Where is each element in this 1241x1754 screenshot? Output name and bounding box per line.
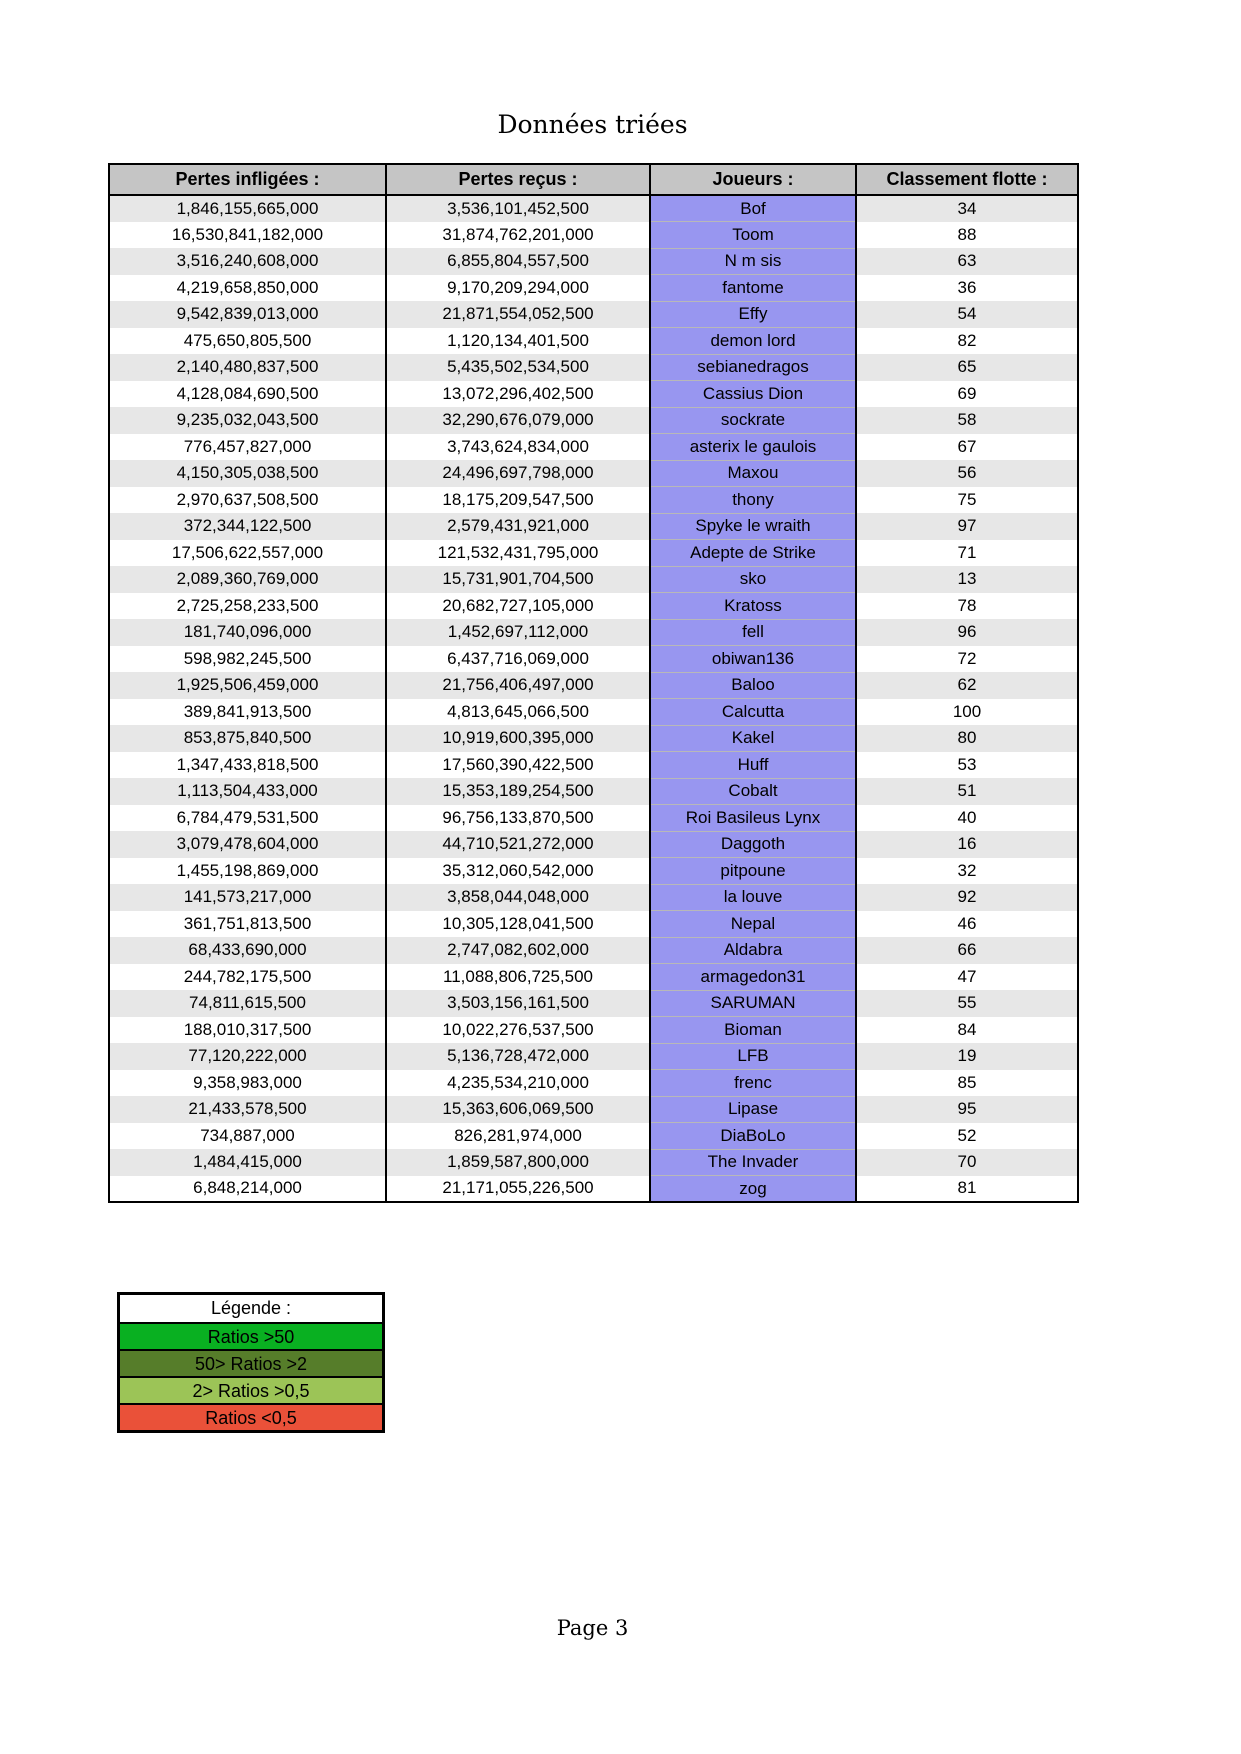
table-row <box>109 1043 1078 1070</box>
cell-classement-flotte: 54 <box>856 301 1078 328</box>
cell-pertes-infligees: 475,650,805,500 <box>109 328 386 355</box>
cell-classement-flotte: 72 <box>856 646 1078 673</box>
cell-pertes-recus: 5,136,728,472,000 <box>386 1043 650 1070</box>
cell-classement-flotte: 80 <box>856 725 1078 752</box>
column-header-classement-flotte: Classement flotte : <box>856 164 1078 195</box>
cell-pertes-infligees: 853,875,840,500 <box>109 725 386 752</box>
cell-joueur: Roi Basileus Lynx <box>650 805 856 832</box>
table-row <box>109 566 1078 593</box>
cell-joueur: Cassius Dion <box>650 381 856 408</box>
page-number: Page 3 <box>556 1616 629 1640</box>
table-row <box>109 672 1078 699</box>
legend-item: Ratios >50 <box>120 1322 382 1349</box>
cell-pertes-infligees: 776,457,827,000 <box>109 434 386 461</box>
cell-pertes-infligees: 1,113,504,433,000 <box>109 778 386 805</box>
cell-joueur: Aldabra <box>650 937 856 964</box>
cell-classement-flotte: 95 <box>856 1096 1078 1123</box>
cell-joueur: sko <box>650 566 856 593</box>
table-row <box>109 593 1078 620</box>
table-row <box>109 1017 1078 1044</box>
table-row <box>109 805 1078 832</box>
cell-classement-flotte: 34 <box>856 195 1078 222</box>
legend-item: 2> Ratios >0,5 <box>120 1376 382 1403</box>
cell-pertes-infligees: 598,982,245,500 <box>109 646 386 673</box>
table-row <box>109 964 1078 991</box>
cell-joueur: frenc <box>650 1070 856 1097</box>
cell-pertes-recus: 96,756,133,870,500 <box>386 805 650 832</box>
cell-pertes-recus: 20,682,727,105,000 <box>386 593 650 620</box>
cell-pertes-infligees: 21,433,578,500 <box>109 1096 386 1123</box>
cell-pertes-infligees: 1,846,155,665,000 <box>109 195 386 222</box>
cell-pertes-recus: 2,579,431,921,000 <box>386 513 650 540</box>
cell-classement-flotte: 66 <box>856 937 1078 964</box>
cell-classement-flotte: 16 <box>856 831 1078 858</box>
column-header-pertes-recus: Pertes reçus : <box>386 164 650 195</box>
cell-joueur: Bioman <box>650 1017 856 1044</box>
cell-pertes-infligees: 3,079,478,604,000 <box>109 831 386 858</box>
table-row <box>109 222 1078 249</box>
table-row <box>109 619 1078 646</box>
cell-classement-flotte: 47 <box>856 964 1078 991</box>
cell-pertes-recus: 18,175,209,547,500 <box>386 487 650 514</box>
cell-joueur: Daggoth <box>650 831 856 858</box>
cell-joueur: thony <box>650 487 856 514</box>
table-row <box>109 1149 1078 1176</box>
cell-joueur: Calcutta <box>650 699 856 726</box>
cell-pertes-infligees: 9,542,839,013,000 <box>109 301 386 328</box>
cell-joueur: Effy <box>650 301 856 328</box>
table-row <box>109 831 1078 858</box>
cell-pertes-recus: 121,532,431,795,000 <box>386 540 650 567</box>
cell-pertes-recus: 44,710,521,272,000 <box>386 831 650 858</box>
cell-pertes-recus: 1,859,587,800,000 <box>386 1149 650 1176</box>
cell-pertes-recus: 35,312,060,542,000 <box>386 858 650 885</box>
cell-joueur: fantome <box>650 275 856 302</box>
cell-pertes-infligees: 1,455,198,869,000 <box>109 858 386 885</box>
table-row <box>109 884 1078 911</box>
cell-pertes-infligees: 6,848,214,000 <box>109 1176 386 1203</box>
cell-classement-flotte: 84 <box>856 1017 1078 1044</box>
legend-title: Légende : <box>120 1295 382 1322</box>
column-header-joueurs: Joueurs : <box>650 164 856 195</box>
cell-joueur: Lipase <box>650 1096 856 1123</box>
table-row <box>109 487 1078 514</box>
cell-pertes-infligees: 389,841,913,500 <box>109 699 386 726</box>
cell-pertes-recus: 6,437,716,069,000 <box>386 646 650 673</box>
table-row <box>109 460 1078 487</box>
cell-classement-flotte: 71 <box>856 540 1078 567</box>
cell-pertes-infligees: 2,140,480,837,500 <box>109 354 386 381</box>
table-row <box>109 778 1078 805</box>
table-row <box>109 434 1078 461</box>
cell-joueur: Baloo <box>650 672 856 699</box>
cell-classement-flotte: 67 <box>856 434 1078 461</box>
table-row <box>109 407 1078 434</box>
cell-pertes-infligees: 4,128,084,690,500 <box>109 381 386 408</box>
cell-pertes-infligees: 3,516,240,608,000 <box>109 248 386 275</box>
cell-joueur: Maxou <box>650 460 856 487</box>
cell-classement-flotte: 58 <box>856 407 1078 434</box>
cell-pertes-recus: 10,022,276,537,500 <box>386 1017 650 1044</box>
cell-classement-flotte: 75 <box>856 487 1078 514</box>
cell-pertes-infligees: 16,530,841,182,000 <box>109 222 386 249</box>
cell-classement-flotte: 92 <box>856 884 1078 911</box>
cell-joueur: Adepte de Strike <box>650 540 856 567</box>
cell-classement-flotte: 51 <box>856 778 1078 805</box>
table-row <box>109 646 1078 673</box>
cell-pertes-recus: 10,919,600,395,000 <box>386 725 650 752</box>
cell-pertes-infligees: 188,010,317,500 <box>109 1017 386 1044</box>
cell-pertes-infligees: 734,887,000 <box>109 1123 386 1150</box>
cell-pertes-infligees: 361,751,813,500 <box>109 911 386 938</box>
cell-joueur: Cobalt <box>650 778 856 805</box>
table-row <box>109 1070 1078 1097</box>
cell-pertes-infligees: 17,506,622,557,000 <box>109 540 386 567</box>
cell-pertes-recus: 4,235,534,210,000 <box>386 1070 650 1097</box>
cell-pertes-infligees: 9,235,032,043,500 <box>109 407 386 434</box>
table-row <box>109 1176 1078 1203</box>
cell-joueur: obiwan136 <box>650 646 856 673</box>
cell-classement-flotte: 78 <box>856 593 1078 620</box>
cell-classement-flotte: 63 <box>856 248 1078 275</box>
cell-pertes-recus: 15,353,189,254,500 <box>386 778 650 805</box>
cell-joueur: zog <box>650 1176 856 1203</box>
cell-joueur: Bof <box>650 195 856 222</box>
cell-pertes-infligees: 2,725,258,233,500 <box>109 593 386 620</box>
cell-classement-flotte: 88 <box>856 222 1078 249</box>
cell-joueur: LFB <box>650 1043 856 1070</box>
table-row <box>109 858 1078 885</box>
cell-pertes-infligees: 1,484,415,000 <box>109 1149 386 1176</box>
table-row <box>109 1096 1078 1123</box>
cell-joueur: N m sis <box>650 248 856 275</box>
cell-joueur: DiaBoLo <box>650 1123 856 1150</box>
cell-pertes-recus: 3,536,101,452,500 <box>386 195 650 222</box>
cell-joueur: Spyke le wraith <box>650 513 856 540</box>
column-header-pertes-infligees: Pertes infligées : <box>109 164 386 195</box>
cell-joueur: sockrate <box>650 407 856 434</box>
cell-classement-flotte: 19 <box>856 1043 1078 1070</box>
cell-pertes-infligees: 2,970,637,508,500 <box>109 487 386 514</box>
cell-classement-flotte: 36 <box>856 275 1078 302</box>
cell-classement-flotte: 85 <box>856 1070 1078 1097</box>
cell-joueur: demon lord <box>650 328 856 355</box>
cell-joueur: fell <box>650 619 856 646</box>
cell-classement-flotte: 53 <box>856 752 1078 779</box>
cell-pertes-recus: 3,743,624,834,000 <box>386 434 650 461</box>
table-header-row <box>109 164 1078 195</box>
cell-classement-flotte: 55 <box>856 990 1078 1017</box>
cell-classement-flotte: 96 <box>856 619 1078 646</box>
cell-pertes-infligees: 4,219,658,850,000 <box>109 275 386 302</box>
table-row <box>109 328 1078 355</box>
cell-classement-flotte: 70 <box>856 1149 1078 1176</box>
cell-pertes-recus: 31,874,762,201,000 <box>386 222 650 249</box>
cell-pertes-recus: 21,756,406,497,000 <box>386 672 650 699</box>
cell-joueur: Kakel <box>650 725 856 752</box>
table-row <box>109 381 1078 408</box>
cell-pertes-recus: 17,560,390,422,500 <box>386 752 650 779</box>
cell-pertes-infligees: 68,433,690,000 <box>109 937 386 964</box>
cell-pertes-infligees: 2,089,360,769,000 <box>109 566 386 593</box>
cell-classement-flotte: 13 <box>856 566 1078 593</box>
table-row <box>109 275 1078 302</box>
cell-joueur: Nepal <box>650 911 856 938</box>
cell-pertes-recus: 3,503,156,161,500 <box>386 990 650 1017</box>
cell-classement-flotte: 52 <box>856 1123 1078 1150</box>
cell-joueur: The Invader <box>650 1149 856 1176</box>
cell-joueur: pitpoune <box>650 858 856 885</box>
cell-pertes-recus: 2,747,082,602,000 <box>386 937 650 964</box>
cell-pertes-recus: 1,120,134,401,500 <box>386 328 650 355</box>
cell-classement-flotte: 62 <box>856 672 1078 699</box>
cell-pertes-recus: 5,435,502,534,500 <box>386 354 650 381</box>
cell-classement-flotte: 69 <box>856 381 1078 408</box>
cell-pertes-recus: 21,871,554,052,500 <box>386 301 650 328</box>
cell-pertes-infligees: 181,740,096,000 <box>109 619 386 646</box>
cell-joueur: SARUMAN <box>650 990 856 1017</box>
cell-joueur: la louve <box>650 884 856 911</box>
cell-classement-flotte: 56 <box>856 460 1078 487</box>
cell-pertes-recus: 826,281,974,000 <box>386 1123 650 1150</box>
cell-pertes-recus: 3,858,044,048,000 <box>386 884 650 911</box>
cell-pertes-recus: 1,452,697,112,000 <box>386 619 650 646</box>
cell-pertes-infligees: 244,782,175,500 <box>109 964 386 991</box>
cell-pertes-infligees: 9,358,983,000 <box>109 1070 386 1097</box>
legend-item: Ratios <0,5 <box>120 1403 382 1430</box>
cell-classement-flotte: 97 <box>856 513 1078 540</box>
data-table <box>108 163 1079 1203</box>
cell-pertes-recus: 15,731,901,704,500 <box>386 566 650 593</box>
table-row <box>109 248 1078 275</box>
cell-pertes-recus: 24,496,697,798,000 <box>386 460 650 487</box>
table-row <box>109 513 1078 540</box>
table-row <box>109 752 1078 779</box>
table-row <box>109 301 1078 328</box>
table-row <box>109 195 1078 222</box>
page-title: Données triées <box>497 110 688 139</box>
cell-pertes-infligees: 77,120,222,000 <box>109 1043 386 1070</box>
table-row <box>109 990 1078 1017</box>
cell-pertes-infligees: 1,925,506,459,000 <box>109 672 386 699</box>
table-row <box>109 725 1078 752</box>
cell-classement-flotte: 81 <box>856 1176 1078 1203</box>
cell-classement-flotte: 65 <box>856 354 1078 381</box>
table-row <box>109 911 1078 938</box>
table-row <box>109 354 1078 381</box>
cell-pertes-recus: 11,088,806,725,500 <box>386 964 650 991</box>
legend <box>117 1292 385 1433</box>
cell-pertes-infligees: 6,784,479,531,500 <box>109 805 386 832</box>
cell-pertes-infligees: 74,811,615,500 <box>109 990 386 1017</box>
cell-pertes-recus: 15,363,606,069,500 <box>386 1096 650 1123</box>
cell-pertes-recus: 4,813,645,066,500 <box>386 699 650 726</box>
cell-classement-flotte: 100 <box>856 699 1078 726</box>
cell-pertes-infligees: 1,347,433,818,500 <box>109 752 386 779</box>
table-row <box>109 937 1078 964</box>
table-body <box>109 195 1078 1202</box>
cell-pertes-infligees: 4,150,305,038,500 <box>109 460 386 487</box>
legend-item: 50> Ratios >2 <box>120 1349 382 1376</box>
table-row <box>109 699 1078 726</box>
cell-joueur: armagedon31 <box>650 964 856 991</box>
cell-classement-flotte: 40 <box>856 805 1078 832</box>
cell-joueur: Kratoss <box>650 593 856 620</box>
cell-classement-flotte: 46 <box>856 911 1078 938</box>
cell-joueur: sebianedragos <box>650 354 856 381</box>
table-row <box>109 1123 1078 1150</box>
cell-pertes-recus: 10,305,128,041,500 <box>386 911 650 938</box>
cell-joueur: asterix le gaulois <box>650 434 856 461</box>
cell-pertes-recus: 21,171,055,226,500 <box>386 1176 650 1203</box>
cell-pertes-recus: 6,855,804,557,500 <box>386 248 650 275</box>
cell-pertes-recus: 13,072,296,402,500 <box>386 381 650 408</box>
cell-classement-flotte: 82 <box>856 328 1078 355</box>
table-row <box>109 540 1078 567</box>
cell-joueur: Huff <box>650 752 856 779</box>
cell-pertes-infligees: 372,344,122,500 <box>109 513 386 540</box>
cell-pertes-recus: 32,290,676,079,000 <box>386 407 650 434</box>
cell-joueur: Toom <box>650 222 856 249</box>
cell-pertes-infligees: 141,573,217,000 <box>109 884 386 911</box>
cell-classement-flotte: 32 <box>856 858 1078 885</box>
cell-pertes-recus: 9,170,209,294,000 <box>386 275 650 302</box>
